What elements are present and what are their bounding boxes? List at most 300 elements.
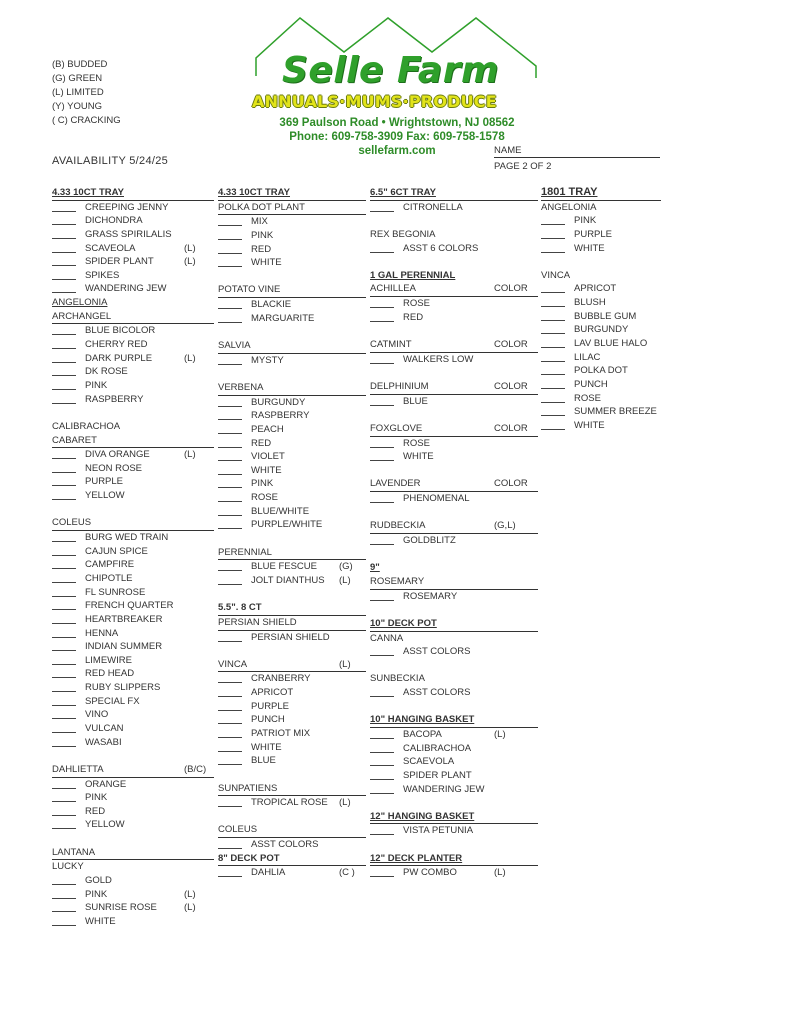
item-label: BURG WED TRAIN bbox=[85, 532, 169, 544]
column-2 bbox=[218, 186, 366, 880]
quantity-blank[interactable] bbox=[370, 321, 394, 322]
quantity-blank[interactable] bbox=[218, 253, 242, 254]
subsection-text: CATMINT bbox=[370, 339, 412, 351]
list-item bbox=[218, 354, 366, 368]
spacer bbox=[218, 270, 366, 284]
quantity-blank[interactable] bbox=[52, 238, 76, 239]
item-label: PERSIAN SHIELD bbox=[251, 631, 330, 643]
subsection-label bbox=[541, 269, 661, 283]
quantity-blank[interactable] bbox=[52, 211, 76, 212]
subsection-label bbox=[218, 201, 366, 216]
spacer bbox=[370, 408, 538, 422]
list-item bbox=[218, 396, 366, 410]
item-label: PUNCH bbox=[251, 714, 285, 726]
quantity-blank[interactable] bbox=[370, 779, 394, 780]
quantity-blank[interactable] bbox=[52, 677, 76, 678]
quantity-blank[interactable] bbox=[370, 252, 394, 253]
quantity-blank[interactable] bbox=[370, 307, 394, 308]
quantity-blank[interactable] bbox=[370, 502, 394, 503]
item-label: VULCAN bbox=[85, 722, 124, 734]
spacer bbox=[370, 603, 538, 617]
quantity-blank[interactable] bbox=[52, 788, 76, 789]
list-item bbox=[370, 769, 538, 783]
quantity-blank[interactable] bbox=[370, 363, 394, 364]
quantity-blank[interactable] bbox=[52, 815, 76, 816]
quantity-blank[interactable] bbox=[370, 876, 394, 877]
item-label: WHITE bbox=[403, 451, 434, 463]
quantity-blank[interactable] bbox=[218, 710, 242, 711]
list-item bbox=[370, 437, 538, 451]
item-note: (L) bbox=[339, 797, 351, 809]
quantity-blank[interactable] bbox=[370, 405, 394, 406]
quantity-blank[interactable] bbox=[218, 308, 242, 309]
item-label: JOLT DIANTHUS bbox=[251, 574, 325, 586]
quantity-blank[interactable] bbox=[52, 292, 76, 293]
item-label: VISTA PETUNIA bbox=[403, 825, 474, 837]
quantity-blank[interactable] bbox=[218, 682, 242, 683]
quantity-blank[interactable] bbox=[370, 834, 394, 835]
heading-label: 12" HANGING BASKET bbox=[370, 810, 475, 822]
subsection-label bbox=[370, 477, 538, 492]
subsection-label bbox=[218, 546, 366, 561]
section-heading bbox=[370, 852, 538, 867]
subsection-text: POTATO VINE bbox=[218, 284, 281, 296]
quantity-blank[interactable] bbox=[52, 252, 76, 253]
section-heading bbox=[370, 561, 538, 575]
legend-item: (L) LIMITED bbox=[52, 87, 104, 98]
quantity-blank[interactable] bbox=[52, 691, 76, 692]
spacer bbox=[52, 749, 214, 763]
item-label: BLUSH bbox=[574, 297, 606, 309]
item-label: WASABI bbox=[85, 736, 122, 748]
list-item bbox=[52, 489, 214, 503]
list-item bbox=[52, 572, 214, 586]
subsection-text: SUNPATIENS bbox=[218, 782, 278, 794]
quantity-blank[interactable] bbox=[370, 752, 394, 753]
quantity-blank[interactable] bbox=[52, 279, 76, 280]
spacer bbox=[52, 406, 214, 420]
subsection-text: SALVIA bbox=[218, 340, 251, 352]
quantity-blank[interactable] bbox=[218, 584, 242, 585]
item-label: SPIDER PLANT bbox=[403, 769, 472, 781]
quantity-blank[interactable] bbox=[218, 723, 242, 724]
item-label: ASST COLORS bbox=[403, 687, 471, 699]
list-item bbox=[218, 505, 366, 519]
quantity-blank[interactable] bbox=[52, 224, 76, 225]
quantity-blank[interactable] bbox=[541, 306, 565, 307]
subsection-text: LAVENDER bbox=[370, 478, 421, 490]
spacer bbox=[370, 214, 538, 228]
item-label: SCAEVOLA bbox=[403, 756, 455, 768]
subsection-label bbox=[218, 616, 366, 631]
quantity-blank[interactable] bbox=[218, 876, 242, 877]
spacer bbox=[370, 464, 538, 478]
item-note: (L) bbox=[494, 867, 506, 879]
list-item bbox=[52, 791, 214, 805]
list-item bbox=[218, 713, 366, 727]
quantity-blank[interactable] bbox=[218, 447, 242, 448]
list-item bbox=[52, 531, 214, 545]
subsection-label bbox=[370, 672, 538, 686]
item-label: BLUE BICOLOR bbox=[85, 325, 156, 337]
heading-label: 4.33 10CT TRAY bbox=[218, 187, 290, 198]
item-label: PURPLE bbox=[251, 700, 290, 712]
list-item bbox=[218, 796, 366, 810]
quantity-blank[interactable] bbox=[370, 793, 394, 794]
quantity-blank[interactable] bbox=[218, 515, 242, 516]
subsection-label bbox=[52, 420, 214, 434]
quantity-blank[interactable] bbox=[218, 225, 242, 226]
quantity-blank[interactable] bbox=[52, 664, 76, 665]
quantity-blank[interactable] bbox=[52, 555, 76, 556]
item-label: DK ROSE bbox=[85, 366, 128, 378]
quantity-blank[interactable] bbox=[541, 320, 565, 321]
item-label: WHITE bbox=[85, 915, 116, 927]
list-item bbox=[218, 477, 366, 491]
subsection-label bbox=[218, 381, 366, 396]
item-label: DICHONDRA bbox=[85, 215, 143, 227]
list-item bbox=[52, 201, 214, 215]
item-label: BLUE bbox=[403, 395, 428, 407]
list-item bbox=[52, 214, 214, 228]
quantity-blank[interactable] bbox=[370, 696, 394, 697]
item-note: (L) bbox=[184, 256, 196, 268]
quantity-blank[interactable] bbox=[541, 347, 565, 348]
quantity-blank[interactable] bbox=[370, 544, 394, 545]
quantity-blank[interactable] bbox=[52, 265, 76, 266]
subsection-label bbox=[370, 632, 538, 646]
list-item bbox=[218, 672, 366, 686]
subsection-text: COLEUS bbox=[52, 517, 92, 529]
list-item bbox=[370, 534, 538, 548]
list-item bbox=[541, 282, 661, 296]
subsection-text: ACHILLEA bbox=[370, 283, 416, 295]
item-label: PURPLE/WHITE bbox=[251, 519, 323, 531]
quantity-blank[interactable] bbox=[52, 458, 76, 459]
quantity-blank[interactable] bbox=[52, 884, 76, 885]
quantity-blank[interactable] bbox=[52, 348, 76, 349]
heading-label: 1 GAL PERENNIAL bbox=[370, 269, 456, 281]
heading-label: 6.5" 6CT TRAY bbox=[370, 187, 436, 198]
subsection-text: CABARET bbox=[52, 434, 97, 446]
list-item bbox=[52, 558, 214, 572]
quantity-blank[interactable] bbox=[52, 732, 76, 733]
list-item bbox=[52, 901, 214, 915]
subsection-text: ARCHANGEL bbox=[52, 310, 112, 322]
quantity-blank[interactable] bbox=[541, 361, 565, 362]
subsection-text: LUCKY bbox=[52, 861, 84, 873]
list-item bbox=[370, 492, 538, 506]
heading-label: 5.5". 8 CT bbox=[218, 602, 262, 614]
quantity-blank[interactable] bbox=[218, 751, 242, 752]
item-label: MARGUARITE bbox=[251, 312, 315, 324]
legend-item: (G) GREEN bbox=[52, 73, 103, 84]
subsection-label bbox=[218, 658, 366, 673]
quantity-blank[interactable] bbox=[52, 541, 76, 542]
item-label: DIVA ORANGE bbox=[85, 449, 150, 461]
item-label: CREEPING JENNY bbox=[85, 201, 169, 213]
item-note: (L) bbox=[339, 658, 351, 670]
quantity-blank[interactable] bbox=[52, 582, 76, 583]
subsection-label bbox=[52, 296, 214, 310]
spacer bbox=[370, 796, 538, 810]
quantity-blank[interactable] bbox=[52, 828, 76, 829]
subsection-label bbox=[370, 575, 538, 590]
item-label: BLUE/WHITE bbox=[251, 505, 310, 517]
spacer bbox=[370, 548, 538, 562]
legend-item: ( C) CRACKING bbox=[52, 115, 121, 126]
item-label: CALIBRACHOA bbox=[403, 742, 472, 754]
quantity-blank[interactable] bbox=[541, 333, 565, 334]
quantity-blank[interactable] bbox=[541, 388, 565, 389]
heading-label: 9" bbox=[370, 562, 380, 574]
item-label: POLKA DOT bbox=[574, 365, 628, 377]
list-item bbox=[370, 686, 538, 700]
item-label: BLACKIE bbox=[251, 299, 292, 311]
list-item bbox=[370, 742, 538, 756]
subsection-text: PERSIAN SHIELD bbox=[218, 616, 297, 628]
item-label: PINK bbox=[251, 229, 274, 241]
list-item bbox=[370, 645, 538, 659]
quantity-blank[interactable] bbox=[52, 911, 76, 912]
list-item bbox=[52, 365, 214, 379]
item-label: PINK bbox=[574, 215, 597, 227]
quantity-blank[interactable] bbox=[541, 252, 565, 253]
list-item bbox=[52, 708, 214, 722]
item-note: (L) bbox=[494, 728, 506, 740]
list-item bbox=[52, 736, 214, 750]
quantity-blank[interactable] bbox=[370, 738, 394, 739]
quantity-blank[interactable] bbox=[52, 596, 76, 597]
quantity-blank[interactable] bbox=[218, 364, 242, 365]
quantity-blank[interactable] bbox=[52, 898, 76, 899]
quantity-blank[interactable] bbox=[52, 375, 76, 376]
item-label: SUNRISE ROSE bbox=[85, 902, 157, 914]
quantity-blank[interactable] bbox=[52, 389, 76, 390]
list-item bbox=[370, 395, 538, 409]
quantity-blank[interactable] bbox=[541, 402, 565, 403]
list-item bbox=[52, 324, 214, 338]
quantity-blank[interactable] bbox=[218, 806, 242, 807]
legend-item: (B) BUDDED bbox=[52, 59, 108, 70]
quantity-blank[interactable] bbox=[52, 705, 76, 706]
quantity-blank[interactable] bbox=[541, 292, 565, 293]
subsection-label bbox=[218, 782, 366, 797]
quantity-blank[interactable] bbox=[541, 238, 565, 239]
quantity-blank[interactable] bbox=[52, 637, 76, 638]
quantity-blank[interactable] bbox=[52, 499, 76, 500]
quantity-blank[interactable] bbox=[370, 765, 394, 766]
list-item bbox=[52, 255, 214, 269]
quantity-blank[interactable] bbox=[52, 362, 76, 363]
quantity-blank[interactable] bbox=[218, 764, 242, 765]
quantity-blank[interactable] bbox=[218, 266, 242, 267]
item-note: (G,L) bbox=[494, 520, 516, 532]
list-item bbox=[218, 409, 366, 423]
subsection-label bbox=[370, 380, 538, 395]
item-label: PATRIOT MIX bbox=[251, 727, 311, 739]
section-heading bbox=[370, 186, 538, 201]
list-item bbox=[52, 242, 214, 256]
list-item bbox=[52, 667, 214, 681]
item-label: ASST COLORS bbox=[251, 839, 319, 851]
spacer bbox=[370, 700, 538, 714]
item-label: HEARTBREAKER bbox=[85, 613, 163, 625]
list-item bbox=[541, 337, 661, 351]
spacer bbox=[218, 325, 366, 339]
quantity-blank[interactable] bbox=[218, 406, 242, 407]
list-item bbox=[52, 640, 214, 654]
subsection-text: DELPHINIUM bbox=[370, 380, 429, 392]
quantity-blank[interactable] bbox=[370, 460, 394, 461]
availability-date: AVAILABILITY 5/24/25 bbox=[52, 155, 169, 167]
subsection-label bbox=[52, 310, 214, 325]
subsection-label bbox=[370, 422, 538, 437]
item-label: RED bbox=[403, 311, 424, 323]
quantity-blank[interactable] bbox=[370, 211, 394, 212]
quantity-blank[interactable] bbox=[52, 801, 76, 802]
list-item bbox=[218, 700, 366, 714]
section-heading bbox=[370, 713, 538, 728]
list-item bbox=[218, 215, 366, 229]
quantity-blank[interactable] bbox=[218, 501, 242, 502]
list-item bbox=[218, 686, 366, 700]
list-item bbox=[370, 783, 538, 797]
spacer bbox=[370, 255, 538, 269]
subsection-text: RUDBECKIA bbox=[370, 520, 426, 532]
item-note: COLOR bbox=[494, 478, 528, 490]
item-label: INDIAN SUMMER bbox=[85, 641, 163, 653]
heading-label: 4.33 10CT TRAY bbox=[52, 187, 124, 198]
quantity-blank[interactable] bbox=[541, 374, 565, 375]
list-item bbox=[541, 419, 661, 433]
item-label: ROSEMARY bbox=[403, 590, 458, 602]
quantity-blank[interactable] bbox=[218, 487, 242, 488]
quantity-blank[interactable] bbox=[52, 650, 76, 651]
item-label: GRASS SPIRILALIS bbox=[85, 228, 172, 240]
tagline: ANNUALS·MUMS·PRODUCE bbox=[252, 92, 497, 111]
item-label: WANDERING JEW bbox=[403, 783, 485, 795]
quantity-blank[interactable] bbox=[218, 528, 242, 529]
quantity-blank[interactable] bbox=[218, 460, 242, 461]
item-note: (L) bbox=[184, 449, 196, 461]
spacer bbox=[370, 506, 538, 520]
list-item bbox=[218, 838, 366, 852]
heading-label: 10" DECK POT bbox=[370, 617, 437, 629]
quantity-blank[interactable] bbox=[52, 403, 76, 404]
spacer bbox=[52, 832, 214, 846]
quantity-blank[interactable] bbox=[52, 746, 76, 747]
item-label: BURGUNDY bbox=[251, 396, 306, 408]
spacer bbox=[370, 366, 538, 380]
list-item bbox=[541, 214, 661, 228]
quantity-blank[interactable] bbox=[218, 419, 242, 420]
list-item bbox=[52, 545, 214, 559]
quantity-blank[interactable] bbox=[218, 737, 242, 738]
subsection-label bbox=[218, 283, 366, 298]
quantity-blank[interactable] bbox=[370, 600, 394, 601]
name-field-line[interactable] bbox=[494, 157, 660, 158]
item-label: SPIKES bbox=[85, 269, 120, 281]
quantity-blank[interactable] bbox=[218, 239, 242, 240]
quantity-blank[interactable] bbox=[218, 322, 242, 323]
column-3 bbox=[370, 186, 538, 880]
item-label: TROPICAL ROSE bbox=[251, 797, 328, 809]
quantity-blank[interactable] bbox=[541, 429, 565, 430]
quantity-blank[interactable] bbox=[218, 570, 242, 571]
website: sellefarm.com bbox=[358, 145, 436, 157]
item-label: CAMPFIRE bbox=[85, 559, 135, 571]
item-label: YELLOW bbox=[85, 819, 125, 831]
quantity-blank[interactable] bbox=[541, 415, 565, 416]
item-label: ROSE bbox=[574, 392, 601, 404]
subsection-text: POLKA DOT PLANT bbox=[218, 201, 305, 213]
item-note: (L) bbox=[184, 242, 196, 254]
item-label: PEACH bbox=[251, 423, 284, 435]
quantity-blank[interactable] bbox=[218, 696, 242, 697]
item-label: PINK bbox=[85, 792, 108, 804]
list-item bbox=[218, 866, 366, 880]
item-label: FRENCH QUARTER bbox=[85, 600, 174, 612]
subsection-text: FOXGLOVE bbox=[370, 422, 423, 434]
item-label: RED bbox=[251, 243, 272, 255]
quantity-blank[interactable] bbox=[218, 474, 242, 475]
list-item bbox=[52, 282, 214, 296]
quantity-blank[interactable] bbox=[370, 655, 394, 656]
list-item bbox=[218, 298, 366, 312]
item-label: VINO bbox=[85, 709, 109, 721]
item-label: PW COMBO bbox=[403, 867, 457, 879]
farm-name: Selle Farm bbox=[282, 50, 499, 91]
item-label: ORANGE bbox=[85, 778, 127, 790]
list-item bbox=[370, 353, 538, 367]
quantity-blank[interactable] bbox=[52, 472, 76, 473]
quantity-blank[interactable] bbox=[218, 433, 242, 434]
quantity-blank[interactable] bbox=[218, 848, 242, 849]
quantity-blank[interactable] bbox=[52, 334, 76, 335]
item-label: SUMMER BREEZE bbox=[574, 406, 657, 418]
quantity-blank[interactable] bbox=[52, 609, 76, 610]
list-item bbox=[218, 727, 366, 741]
list-item bbox=[52, 722, 214, 736]
quantity-blank[interactable] bbox=[370, 447, 394, 448]
quantity-blank[interactable] bbox=[52, 623, 76, 624]
quantity-blank[interactable] bbox=[52, 925, 76, 926]
list-item bbox=[218, 229, 366, 243]
subsection-label bbox=[52, 763, 214, 778]
item-note: COLOR bbox=[494, 339, 528, 351]
item-note: (L) bbox=[339, 574, 351, 586]
quantity-blank[interactable] bbox=[52, 568, 76, 569]
list-item bbox=[52, 599, 214, 613]
item-label: RED bbox=[251, 437, 272, 449]
list-item bbox=[52, 915, 214, 929]
list-item bbox=[370, 242, 538, 256]
subsection-label bbox=[52, 434, 214, 449]
list-item bbox=[541, 364, 661, 378]
item-label: WHITE bbox=[574, 242, 605, 254]
quantity-blank[interactable] bbox=[52, 485, 76, 486]
list-item bbox=[541, 405, 661, 419]
item-note: (L) bbox=[184, 888, 196, 900]
quantity-blank[interactable] bbox=[541, 224, 565, 225]
item-label: ROSE bbox=[403, 437, 430, 449]
quantity-blank[interactable] bbox=[218, 641, 242, 642]
list-item bbox=[52, 228, 214, 242]
quantity-blank[interactable] bbox=[52, 718, 76, 719]
item-note: COLOR bbox=[494, 422, 528, 434]
item-note: (C ) bbox=[339, 867, 355, 879]
